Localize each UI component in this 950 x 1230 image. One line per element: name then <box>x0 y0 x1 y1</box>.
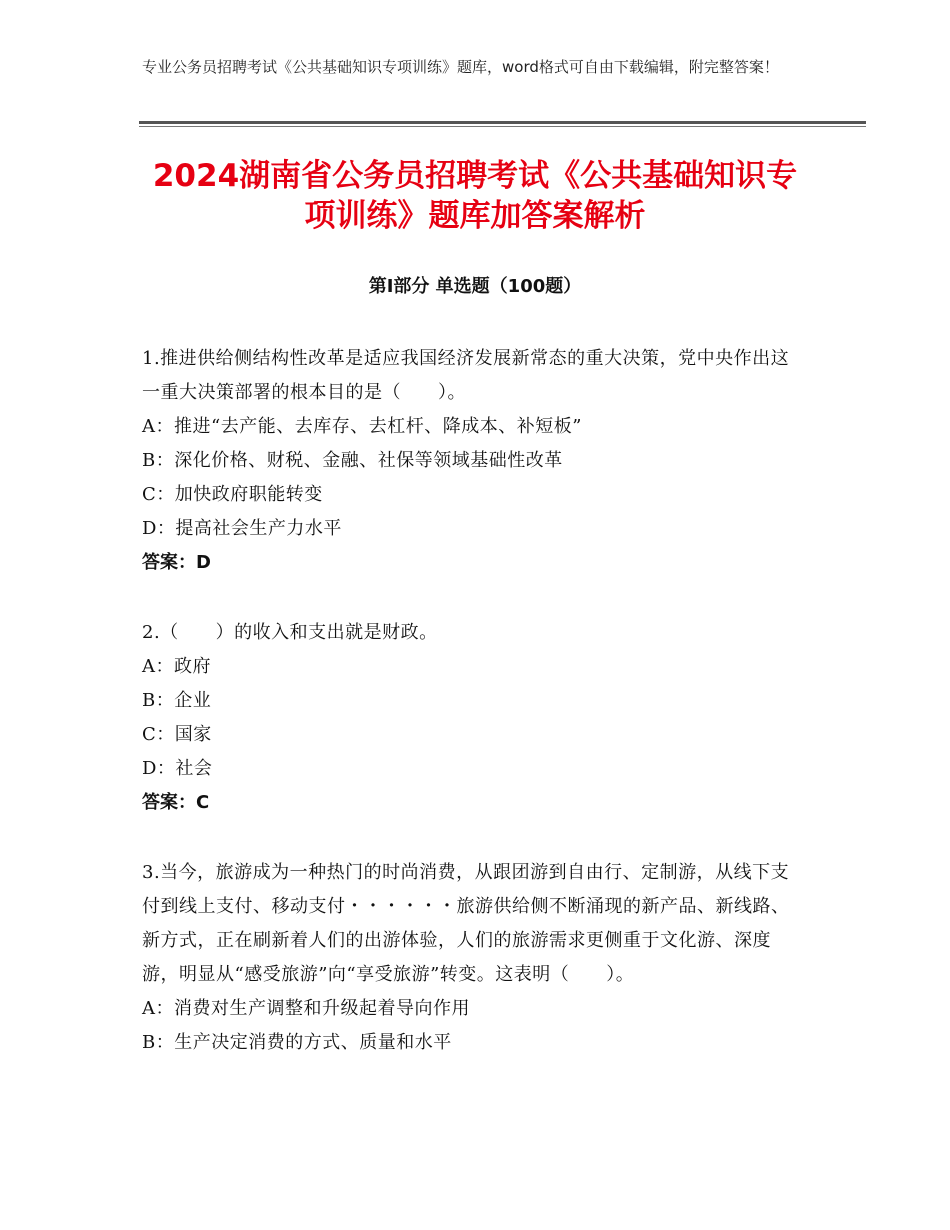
question-2-option-d: D：社会 <box>142 758 213 779</box>
question-3 <box>142 856 797 1060</box>
question-3-text: 3.当今，旅游成为一种热门的时尚消费，从跟团游到自由行、定制游，从线下支付到线上支付、移动支付・・・・・・旅游供给侧不断涌现的新产品、新线路、新方式，正在刷新着人们的出游体验，人们的旅游需求更侧重于文化游、深度游，明显从“感受旅游”向“享受旅游”转变。这表明（ ）。 <box>142 862 790 985</box>
question-2-option-b: B：企业 <box>142 690 212 711</box>
document-title: 2024湖南省公务员招聘考试《公共基础知识专项训练》题库加答案解析 <box>152 158 798 234</box>
header-note: 专业公务员招聘考试《公共基础知识专项训练》题库，word格式可自由下载编辑，附完整答案！ <box>142 58 779 76</box>
question-3-option-a: A：消费对生产调整和升级起着导向作用 <box>142 998 470 1019</box>
header-divider-thin <box>139 126 866 127</box>
question-1-text: 1.推进供给侧结构性改革是适应我国经济发展新常态的重大决策，党中央作出这一重大决策部署的根本目的是（ ）。 <box>142 348 790 403</box>
header-divider-thick <box>139 121 866 124</box>
question-2 <box>142 616 797 820</box>
question-1-answer: 答案：D <box>142 552 211 573</box>
question-3-option-b: B：生产决定消费的方式、质量和水平 <box>142 1032 452 1053</box>
question-1-option-a: A：推进“去产能、去库存、去杠杆、降成本、补短板” <box>142 416 582 437</box>
question-2-text: 2.（ ）的收入和支出就是财政。 <box>142 622 438 643</box>
question-2-option-c: C：国家 <box>142 724 212 745</box>
question-1-option-d: D：提高社会生产力水平 <box>142 518 342 539</box>
question-list <box>142 342 797 1096</box>
question-2-option-a: A：政府 <box>142 656 211 677</box>
question-2-answer: 答案：C <box>142 792 210 813</box>
question-1 <box>142 342 797 580</box>
question-1-option-b: B：深化价格、财税、金融、社保等领域基础性改革 <box>142 450 563 471</box>
section-title: 第Ⅰ部分 单选题（100题） <box>368 276 582 297</box>
question-1-option-c: C：加快政府职能转变 <box>142 484 323 505</box>
